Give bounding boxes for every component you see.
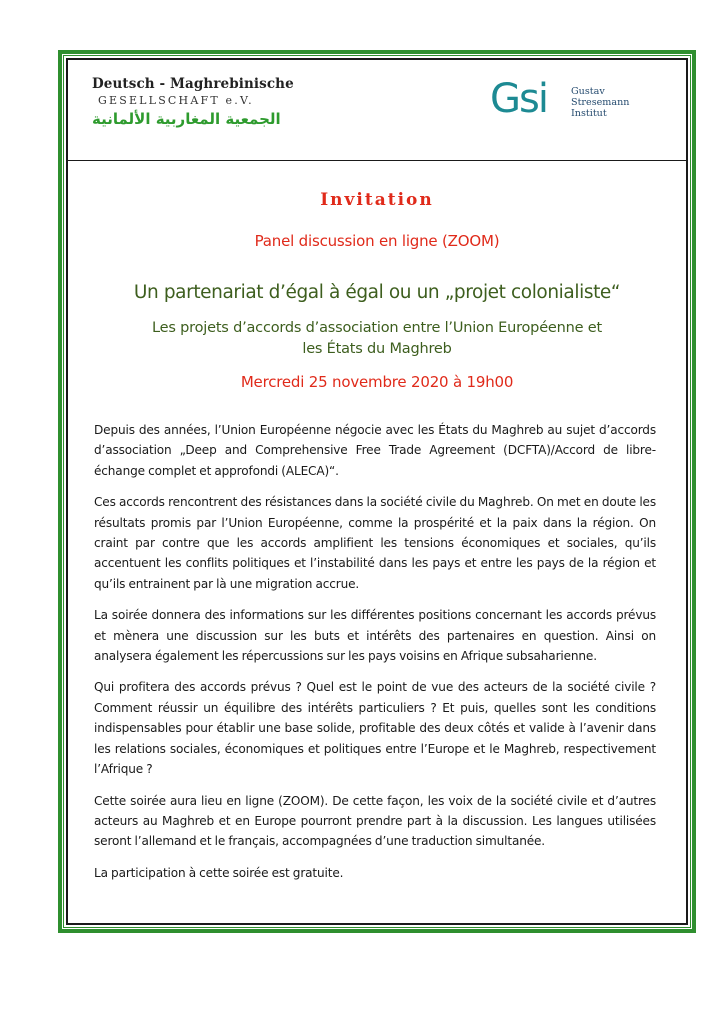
header-divider <box>68 160 686 161</box>
invitation-heading: Invitation <box>320 190 434 210</box>
dmg-logo-arabic: الجمعية المغاربية الألمانية <box>92 110 281 128</box>
event-subtitle <box>68 318 686 360</box>
gsi-logo-mark: Gsi <box>490 76 547 122</box>
gsi-logo-text <box>571 86 629 119</box>
body-paragraph: Cette soirée aura lieu en ligne (ZOOM). De cette façon, les voix de la société civile et d’autres acteurs au Maghreb et en Europe pourront prendre part à la discussion. Les langues utilisées seront l’allemand et le français, accompagnées d’une traduction simultanée. <box>94 793 656 849</box>
gsi-logo-line2: Stresemann <box>571 97 630 108</box>
event-date: Mercredi 25 novembre 2020 à 19h00 <box>240 373 514 391</box>
dmg-logo <box>92 76 294 128</box>
gsi-logo <box>490 76 650 122</box>
body-paragraph: Qui profitera des accords prévus ? Quel est le point de vue des acteurs de la société civile ? Comment réussir un équilibre des intérêts particuliers ? Et puis, quelles sont les conditions indispensables pour établir une base solide, profitable des deux côtés et valide à l’avenir dans les relations sociales, économiques et politiques entre l’Europe et le Maghreb, respectivement l’Afrique ? <box>94 680 656 777</box>
body-paragraph: La soirée donnera des informations sur les différentes positions concernant les accords prévus et mènera une discussion sur les buts et intérêts des partenaires en question. Ainsi on analysera également les répercussions sur les pays voisins en Afrique subsaharienne. <box>94 608 656 664</box>
body-paragraph: Ces accords rencontrent des résistances dans la société civile du Maghreb. On met en doute les résultats promis par l’Union Européenne, comme la prospérité et la paix dans la région. On craint par contre que les accords amplifient les tensions économiques et sociales, qu’ils accentuent les conflits politiques et l’instabilité dans les pays et entre les pays de la région et qu’ils entrainent par là une migration accrue. <box>94 495 656 591</box>
dmg-logo-line1: Deutsch - Maghrebinische <box>92 76 294 92</box>
dmg-logo-line2: GESELLSCHAFT e.V. <box>98 94 254 107</box>
event-subtitle-line2: les États du Maghreb <box>302 341 452 357</box>
event-title: Un partenariat d’égal à égal ou un „projet colonialiste“ <box>133 282 621 303</box>
body-text <box>94 420 656 894</box>
gsi-logo-line3: Institut <box>571 108 607 119</box>
gsi-logo-line1: Gustav <box>571 86 605 97</box>
body-paragraph: Depuis des années, l’Union Européenne négocie avec les États du Maghreb au sujet d’accords d’association „Deep and Comprehensive Free Trade Agreement (DCFTA)/Accord de libre-échange complet et approfondi (ALECA)“. <box>94 423 656 478</box>
event-subtitle-line1: Les projets d’accords d’association entre l’Union Européenne et <box>152 320 602 336</box>
body-paragraph: La participation à cette soirée est gratuite. <box>94 865 344 880</box>
panel-subheading: Panel discussion en ligne (ZOOM) <box>254 232 500 250</box>
